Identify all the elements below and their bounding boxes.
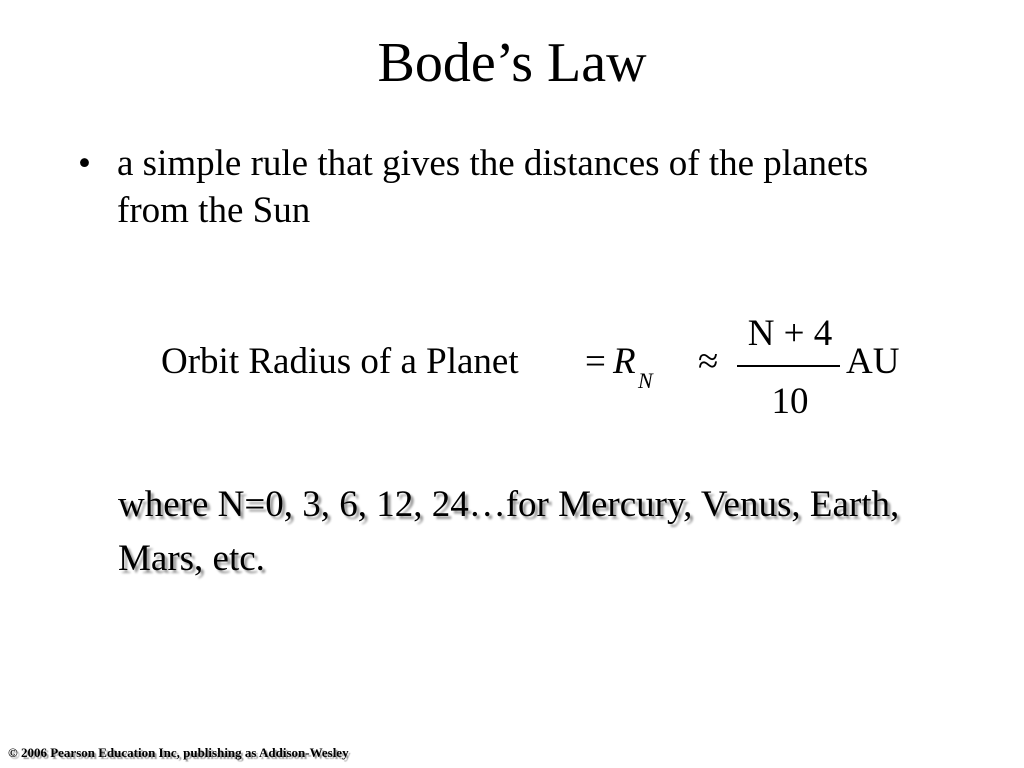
formula-denominator: 10	[771, 381, 809, 422]
fraction-bar	[737, 365, 840, 367]
slide-title: Bode’s Law	[377, 32, 647, 94]
formula-equals-sign: =	[585, 341, 606, 382]
formula-subscript: N	[638, 368, 653, 393]
bullet-icon: •	[78, 143, 91, 184]
formula-numerator: N + 4	[747, 313, 833, 354]
copyright-notice: © 2006 Pearson Education Inc, publishing as Addison-Wesley	[8, 745, 349, 760]
formula-approx-sign: ≈	[698, 341, 719, 382]
formula-radius-symbol: R	[613, 341, 636, 382]
formula-unit: AU	[846, 341, 900, 382]
formula-label: Orbit Radius of a Planet	[161, 341, 519, 382]
bullet-text: a simple rule that gives the distances of the planets from the Sun	[117, 143, 869, 231]
planet-sequence-note: where N=0, 3, 6, 12, 24…for Mercury, Venus, Earth, Mars, etc.	[118, 484, 900, 579]
